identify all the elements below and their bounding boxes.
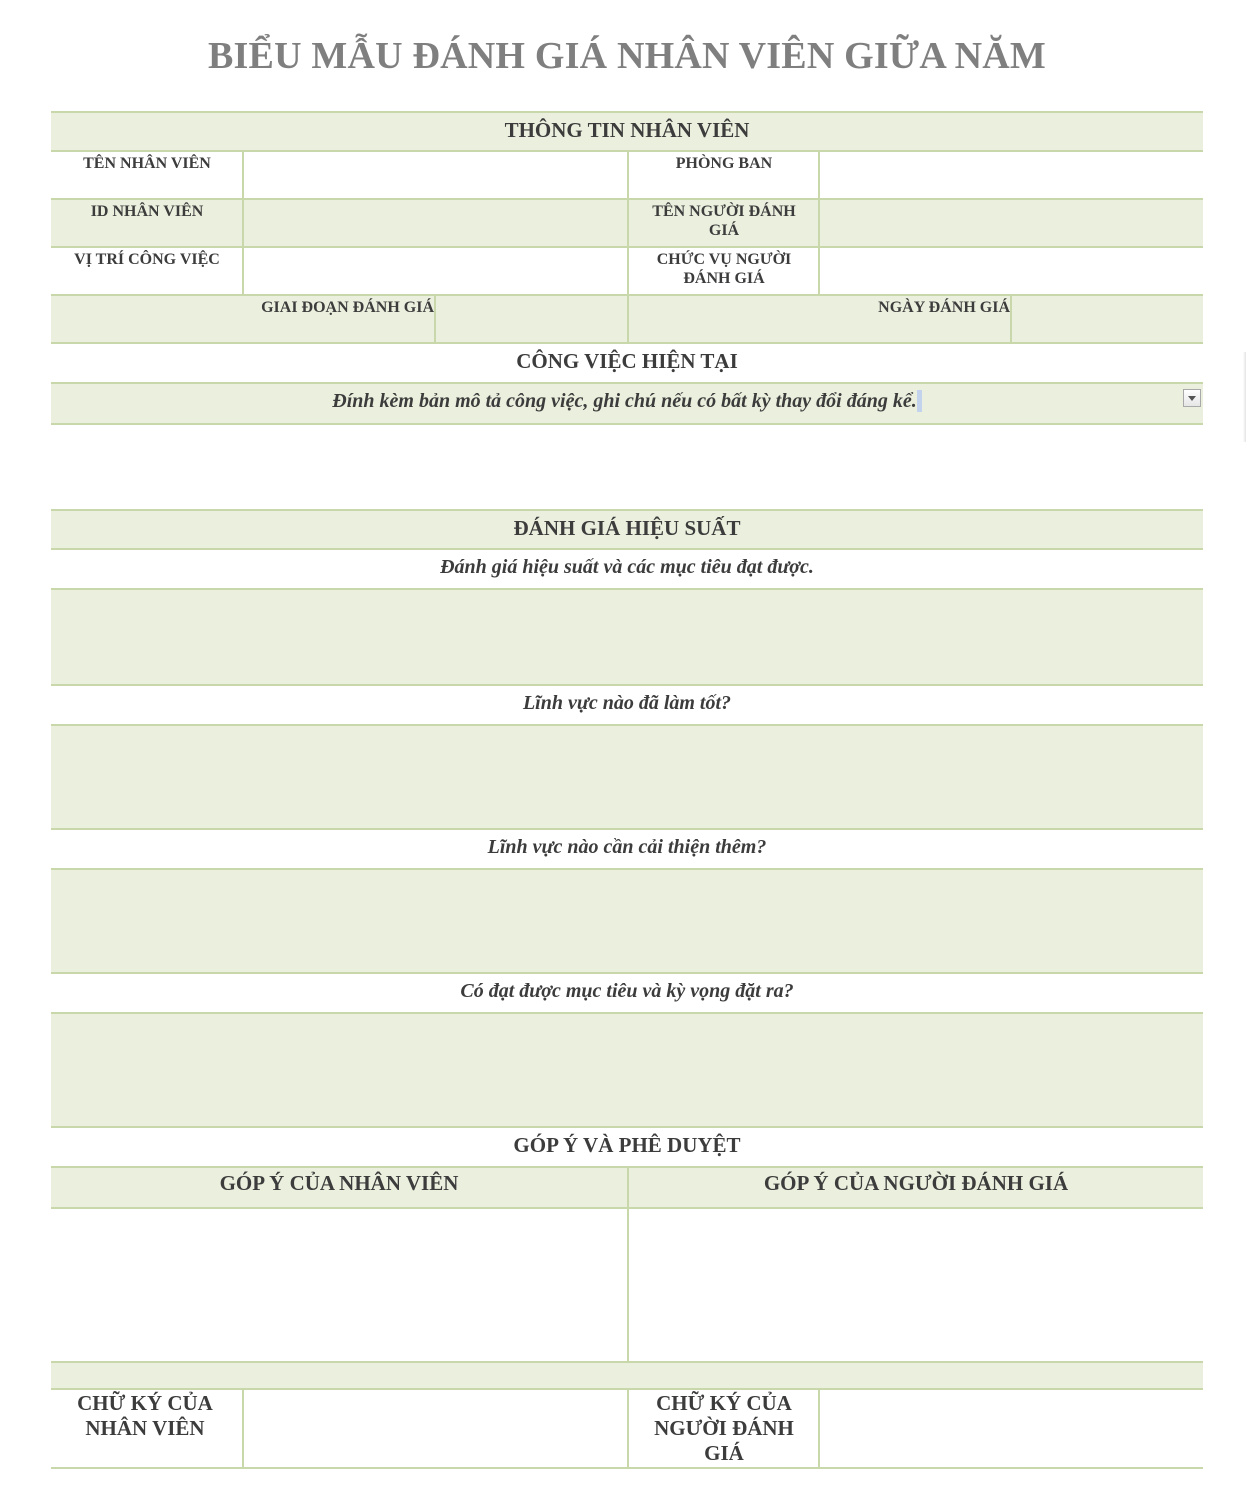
employee-id-field[interactable] <box>242 200 627 246</box>
performance-q1-answer[interactable] <box>51 590 1203 686</box>
current-job-spacer <box>51 425 1203 509</box>
performance-q4-answer[interactable] <box>51 1014 1203 1128</box>
employee-info-header-text: THÔNG TIN NHÂN VIÊN <box>504 118 750 142</box>
job-title-field[interactable] <box>242 248 627 294</box>
employee-id-label: ID NHÂN VIÊN <box>90 203 204 220</box>
employee-signature-field[interactable] <box>242 1390 627 1467</box>
employee-comments-field[interactable] <box>51 1209 627 1361</box>
current-job-header-text: CÔNG VIỆC HIỆN TẠI <box>516 349 738 373</box>
employee-info-row-4 <box>51 296 1203 344</box>
dropdown-button[interactable] <box>1183 389 1201 407</box>
performance-q4-row <box>51 974 1203 1014</box>
performance-q1-label: Đánh giá hiệu suất và các mục tiêu đạt được. <box>440 556 814 578</box>
comments-header-row <box>51 1168 1203 1209</box>
reviewer-title-label: CHỨC VỤ NGƯỜI ĐÁNH GIÁ <box>627 248 819 294</box>
job-title-label: VỊ TRÍ CÔNG VIỆC <box>74 251 220 268</box>
performance-q2-row <box>51 686 1203 726</box>
comments-body-row <box>51 1209 1203 1363</box>
performance-q3-row <box>51 830 1203 870</box>
review-period-label: GIAI ĐOẠN ĐÁNH GIÁ <box>261 299 434 316</box>
performance-q1-row <box>51 550 1203 590</box>
current-job-instruction: Đính kèm bản mô tả công việc, ghi chú nếu có bất kỳ thay đổi đáng kể. <box>332 390 917 412</box>
performance-q2-answer[interactable] <box>51 726 1203 830</box>
employee-signature-label: CHỮ KÝ CỦA NHÂN VIÊN <box>77 1391 213 1440</box>
reviewer-signature-label: CHỮ KÝ CỦA NGƯỜI ĐÁNH GIÁ <box>627 1390 819 1467</box>
employee-info-row-2 <box>51 200 1203 248</box>
reviewer-name-field[interactable] <box>818 200 1203 246</box>
department-field[interactable] <box>818 152 1203 198</box>
text-cursor-selection <box>917 390 922 412</box>
performance-header-text: ĐÁNH GIÁ HIỆU SUẤT <box>513 516 741 540</box>
reviewer-comments-field[interactable] <box>627 1209 1203 1361</box>
performance-q3-label: Lĩnh vực nào cần cải thiện thêm? <box>487 836 767 858</box>
review-date-label: NGÀY ĐÁNH GIÁ <box>627 296 1011 342</box>
review-period-field[interactable] <box>434 296 627 342</box>
performance-header <box>51 509 1203 550</box>
reviewer-signature-field[interactable] <box>818 1390 1203 1467</box>
performance-q4-label: Có đạt được mục tiêu và kỳ vọng đặt ra? <box>460 980 794 1002</box>
feedback-header <box>51 1128 1203 1168</box>
current-job-header <box>51 344 1203 384</box>
employee-name-field[interactable] <box>242 152 627 198</box>
employee-name-label: TÊN NHÂN VIÊN <box>83 155 211 172</box>
employee-comments-label: GÓP Ý CỦA NHÂN VIÊN <box>219 1171 459 1195</box>
employee-info-header <box>51 111 1203 152</box>
current-job-instruction-row[interactable] <box>51 384 1203 425</box>
spacer-row <box>51 1363 1203 1390</box>
review-date-field[interactable] <box>1010 296 1203 342</box>
signatures-row <box>51 1390 1203 1469</box>
department-label: PHÒNG BAN <box>627 152 819 198</box>
form-title: BIỂU MẪU ĐÁNH GIÁ NHÂN VIÊN GIỮA NĂM <box>208 35 1046 77</box>
reviewer-title-field[interactable] <box>818 248 1203 294</box>
reviewer-comments-label: GÓP Ý CỦA NGƯỜI ĐÁNH GIÁ <box>627 1168 1203 1207</box>
performance-q2-label: Lĩnh vực nào đã làm tốt? <box>522 692 732 714</box>
feedback-header-text: GÓP Ý VÀ PHÊ DUYỆT <box>513 1133 741 1157</box>
employee-info-row-3 <box>51 248 1203 296</box>
evaluation-form <box>51 111 1203 1469</box>
reviewer-name-label: TÊN NGƯỜI ĐÁNH GIÁ <box>627 200 819 246</box>
employee-info-row-1 <box>51 152 1203 200</box>
performance-q3-answer[interactable] <box>51 870 1203 974</box>
chevron-down-icon <box>1188 396 1196 401</box>
